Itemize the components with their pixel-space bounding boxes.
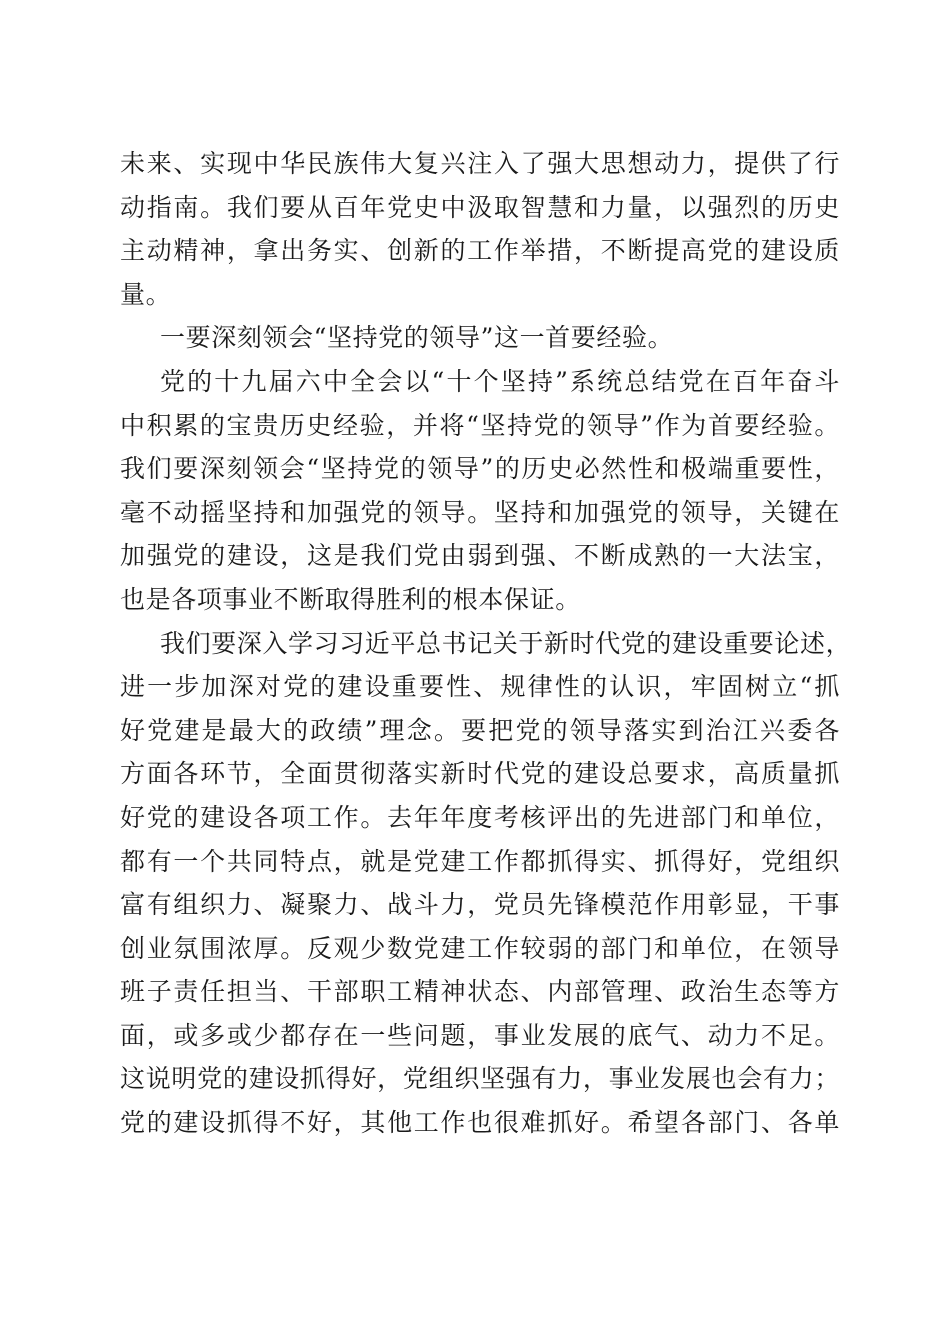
text-line: 我们要深刻领会“坚持党的领导”的历史必然性和极端重要性， [120,454,840,484]
text-line: 好党的建设各项工作。去年年度考核评出的先进部门和单位， [120,802,840,832]
text-line: 我们要深入学习习近平总书记关于新时代党的建设重要论述， [160,628,852,658]
text-line: 党的建设抓得不好，其他工作也很难抓好。希望各部门、各单 [120,1108,840,1138]
body-text [120,142,852,1145]
text-line: 创业氛围浓厚。反观少数党建工作较弱的部门和单位，在领导 [120,933,840,963]
text-line: 也是各项事业不断取得胜利的根本保证。 [120,584,581,614]
paragraph-4 [120,622,852,1145]
text-line: 好党建是最大的政绩”理念。要把党的领导落实到治江兴委各 [120,715,840,745]
text-line: 加强党的建设，这是我们党由弱到强、不断成熟的一大法宝， [120,541,840,571]
text-line: 这说明党的建设抓得好，党组织坚强有力，事业发展也会有力； [120,1064,840,1094]
paragraph-1 [120,142,840,316]
text-line: 班子责任担当、干部职工精神状态、内部管理、政治生态等方 [120,977,840,1007]
text-line: 都有一个共同特点，就是党建工作都抓得实、抓得好，党组织 [120,846,840,876]
text-line: 动指南。我们要从百年党史中汲取智慧和力量，以强烈的历史 [120,192,840,222]
text-line: 方面各环节，全面贯彻落实新时代党的建设总要求，高质量抓 [120,759,840,789]
text-line: 主动精神，拿出务实、创新的工作举措，不断提高党的建设质 [120,236,840,266]
text-line: 未来、实现中华民族伟大复兴注入了强大思想动力，提供了行 [120,149,840,178]
text-line: 一要深刻领会“坚持党的领导”这一首要经验。 [160,323,674,353]
text-line: 量。 [120,279,172,309]
text-line: 面，或多或少都存在一些问题，事业发展的底气、动力不足。 [120,1020,840,1050]
text-line: 党的十九届六中全会以“十个坚持”系统总结党在百年奋斗 [160,366,840,396]
text-line: 毫不动摇坚持和加强党的领导。坚持和加强党的领导，关键在 [120,497,840,527]
text-line: 中积累的宝贵历史经验，并将“坚持党的领导”作为首要经验。 [120,410,840,440]
paragraph-2-heading [120,316,840,360]
text-line: 进一步加深对党的建设重要性、规律性的认识，牢固树立“抓 [120,672,840,702]
text-line: 富有组织力、凝聚力、战斗力，党员先锋模范作用彰显，干事 [120,890,840,920]
paragraph-3 [120,360,840,622]
